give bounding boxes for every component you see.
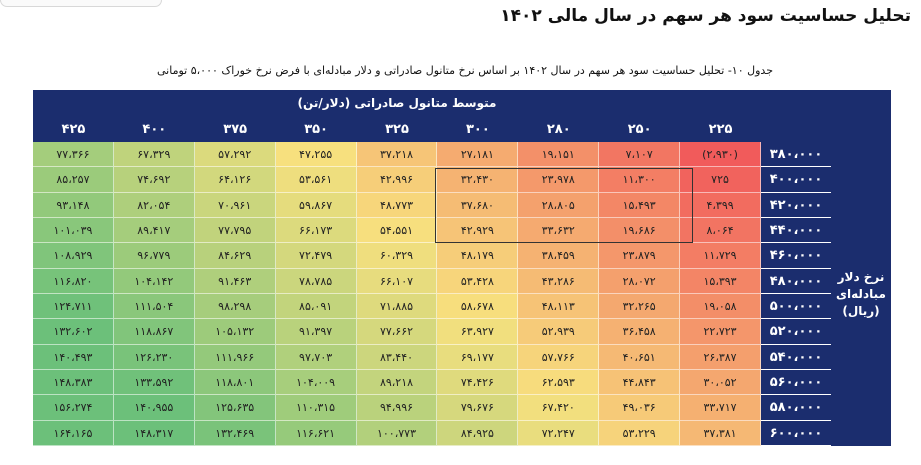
- table-cell: ۷۹،۶۷۶: [437, 395, 518, 420]
- table-cell: ۱۳۲،۴۶۹: [195, 421, 276, 446]
- table-cell: ۱۰۸،۹۲۹: [33, 243, 114, 268]
- table-cell: ۲۸،۸۰۵: [518, 193, 599, 218]
- table-cell: ۷۲۵: [680, 167, 761, 192]
- table-cell: ۲۶،۳۸۷: [680, 345, 761, 370]
- table-cell: ۸۵،۰۹۱: [276, 294, 357, 319]
- row-header: ۴۸۰،۰۰۰: [761, 269, 831, 294]
- table-cell: ۴۹،۰۳۶: [599, 395, 680, 420]
- table-cell: ۶۶،۱۷۳: [276, 218, 357, 243]
- table-cell: ۹۱،۳۹۷: [276, 319, 357, 344]
- table-cell: ۱۵،۳۹۳: [680, 269, 761, 294]
- table-cell: ۱۴۸،۳۱۷: [114, 421, 195, 446]
- table-cell: ۹۱،۴۶۳: [195, 269, 276, 294]
- table-cell: ۲۸،۰۷۲: [599, 269, 680, 294]
- table-cell: ۲۳،۹۷۸: [518, 167, 599, 192]
- column-header: ۲۸۰: [546, 122, 571, 137]
- table-cell: ۱۲۵،۶۳۵: [195, 395, 276, 420]
- table-cell: ۸۳،۴۴۰: [357, 345, 438, 370]
- table-cell: ۷۴،۴۲۶: [437, 370, 518, 395]
- table-cell: ۶۳،۹۲۷: [437, 319, 518, 344]
- table-cell: ۲۲،۷۲۳: [680, 319, 761, 344]
- table-cell: ۶۷،۴۲۰: [518, 395, 599, 420]
- table-cell: ۷۰،۹۶۱: [195, 193, 276, 218]
- table-cell: ۱۴۰،۹۵۵: [114, 395, 195, 420]
- table-cell: ۱۰۰،۷۷۳: [357, 421, 438, 446]
- table-cell: ۵۹،۸۶۷: [276, 193, 357, 218]
- column-header: ۳۵۰: [304, 122, 328, 137]
- column-header-row: [33, 117, 891, 142]
- table-cell: ۱۴۰،۴۹۳: [33, 345, 114, 370]
- table-cell: ۴۰،۶۵۱: [599, 345, 680, 370]
- table-cell: ۸۹،۴۱۷: [114, 218, 195, 243]
- sensitivity-table: [33, 90, 891, 446]
- table-cell: ۱۴۸،۳۸۳: [33, 370, 114, 395]
- row-header: ۵۴۰،۰۰۰: [761, 345, 831, 370]
- table-cell: ۳۳،۷۱۷: [680, 395, 761, 420]
- row-group-header: [831, 142, 891, 446]
- column-header: ۳۲۵: [385, 122, 409, 137]
- table-cell: ۱۹،۱۵۱: [518, 142, 599, 167]
- table-cell: ۱۱۶،۶۲۱: [276, 421, 357, 446]
- table-cell: ۱۹،۰۵۸: [680, 294, 761, 319]
- table-cell: ۶۷،۳۲۹: [114, 142, 195, 167]
- table-cell: ۱۲۴،۷۱۱: [33, 294, 114, 319]
- table-cell: ۵۳،۴۲۸: [437, 269, 518, 294]
- table-cell: ۱۰۵،۱۳۲: [195, 319, 276, 344]
- row-header: ۴۶۰،۰۰۰: [761, 243, 831, 268]
- table-cell: ۱۱۸،۸۰۱: [195, 370, 276, 395]
- table-cell: ۳۶،۴۵۸: [599, 319, 680, 344]
- table-cell: ۴۸،۱۷۹: [437, 243, 518, 268]
- table-cell: ۱۳۲،۶۰۲: [33, 319, 114, 344]
- table-cell: ۲۷،۱۸۱: [437, 142, 518, 167]
- table-cell: ۸۵،۲۵۷: [33, 167, 114, 192]
- table-cell: ۱۰۴،۱۴۲: [114, 269, 195, 294]
- table-cell: ۳۷،۶۸۰: [437, 193, 518, 218]
- table-cell: ۵۷،۷۶۶: [518, 345, 599, 370]
- table-cell: (۲،۹۳۰): [680, 142, 761, 167]
- column-group-header: [33, 90, 891, 117]
- table-cell: ۱۲۶،۲۳۰: [114, 345, 195, 370]
- table-cell: ۹۶،۷۷۹: [114, 243, 195, 268]
- table-cell: ۸،۰۶۴: [680, 218, 761, 243]
- row-header: ۴۴۰،۰۰۰: [761, 218, 831, 243]
- table-cell: ۴۲،۹۹۶: [357, 167, 438, 192]
- row-header: ۶۰۰،۰۰۰: [761, 421, 831, 446]
- table-cell: ۳۳،۶۳۲: [518, 218, 599, 243]
- table-cell: ۱۰۱،۰۳۹: [33, 218, 114, 243]
- table-cell: ۷۷،۳۶۶: [33, 142, 114, 167]
- row-header: ۴۲۰،۰۰۰: [761, 193, 831, 218]
- table-cell: ۸۴،۹۲۵: [437, 421, 518, 446]
- table-cell: ۳۲،۲۶۵: [599, 294, 680, 319]
- row-header: ۴۰۰،۰۰۰: [761, 167, 831, 192]
- table-cell: ۱۰۴،۰۰۹: [276, 370, 357, 395]
- table-cell: ۱۱،۷۲۹: [680, 243, 761, 268]
- row-header: ۵۶۰،۰۰۰: [761, 370, 831, 395]
- table-cell: ۷۲،۲۴۷: [518, 421, 599, 446]
- page-title: تحلیل حساسیت سود هر سهم در سال مالی ۱۴۰۲: [500, 6, 911, 26]
- column-header: ۳۷۵: [223, 122, 248, 137]
- table-cell: ۹۸،۲۹۸: [195, 294, 276, 319]
- table-cell: ۳۲،۴۳۰: [437, 167, 518, 192]
- table-cell: ۴۳،۲۸۶: [518, 269, 599, 294]
- table-cell: ۴۲،۹۲۹: [437, 218, 518, 243]
- table-cell: ۳۷،۲۱۸: [357, 142, 438, 167]
- table-cell: ۳۸،۴۵۹: [518, 243, 599, 268]
- column-header: ۲۵۰: [627, 122, 652, 137]
- table-cell: ۷۷،۶۶۲: [357, 319, 438, 344]
- table-cell: ۵۳،۵۶۱: [276, 167, 357, 192]
- table-cell: ۷۸،۷۸۵: [276, 269, 357, 294]
- table-cell: ۷۷،۷۹۵: [195, 218, 276, 243]
- table-cell: ۸۹،۲۱۸: [357, 370, 438, 395]
- table-cell: ۶۹،۱۷۷: [437, 345, 518, 370]
- table-cell: ۵۲،۹۳۹: [518, 319, 599, 344]
- table-cell: ۱۵۶،۲۷۴: [33, 395, 114, 420]
- table-cell: ۱۱۱،۵۰۴: [114, 294, 195, 319]
- table-cell: ۸۲،۰۵۴: [114, 193, 195, 218]
- table-cell: ۵۸،۶۷۸: [437, 294, 518, 319]
- row-header: ۵۸۰،۰۰۰: [761, 395, 831, 420]
- column-header: ۴۲۵: [61, 122, 86, 137]
- top-decoration: [0, 0, 162, 7]
- table-cell: ۶۲،۵۹۳: [518, 370, 599, 395]
- table-cell: ۹۳،۱۴۸: [33, 193, 114, 218]
- row-header: ۵۲۰،۰۰۰: [761, 319, 831, 344]
- table-cell: ۱۱۱،۹۶۶: [195, 345, 276, 370]
- table-cell: ۹۷،۷۰۳: [276, 345, 357, 370]
- table-cell: ۳۰،۰۵۲: [680, 370, 761, 395]
- table-caption: جدول ۱۰- تحلیل حساسیت سود هر سهم در سال ۱۴۰۲ بر اساس نرخ متانول صادراتی و دلار مبادله‌ای با فرض نرخ خوراک ۵،۰۰۰ تومانی: [157, 64, 773, 77]
- table-cell: ۹۴،۹۹۶: [357, 395, 438, 420]
- table-cell: ۵۳،۲۲۹: [599, 421, 680, 446]
- table-cell: ۶۰،۳۲۹: [357, 243, 438, 268]
- table-cell: ۸۴،۶۲۹: [195, 243, 276, 268]
- table-cell: ۷۱،۸۸۵: [357, 294, 438, 319]
- table-cell: ۷۴،۶۹۲: [114, 167, 195, 192]
- table-cell: ۲۳،۸۷۹: [599, 243, 680, 268]
- table-cell: ۱۹،۶۸۶: [599, 218, 680, 243]
- table-cell: ۵۴،۵۵۱: [357, 218, 438, 243]
- table-cell: ۴،۳۹۹: [680, 193, 761, 218]
- table-cell: ۱۱۶،۸۲۰: [33, 269, 114, 294]
- table-cell: ۶۴،۱۲۶: [195, 167, 276, 192]
- column-header: ۴۰۰: [142, 122, 167, 137]
- table-cell: ۱۳۳،۵۹۲: [114, 370, 195, 395]
- row-group-title: نرخ دلار مبادله‌ای (ریال): [836, 269, 886, 318]
- table-cell: ۵۷،۲۹۲: [195, 142, 276, 167]
- table-cell: ۳۷،۳۸۱: [680, 421, 761, 446]
- row-header: ۳۸۰،۰۰۰: [761, 142, 831, 167]
- table-cell: ۱۱،۳۰۰: [599, 167, 680, 192]
- column-header: ۳۰۰: [465, 122, 490, 137]
- column-group-title: متوسط متانول صادراتی (دلار/تن): [297, 96, 497, 110]
- table-cell: ۷،۱۰۷: [599, 142, 680, 167]
- table-cell: ۴۸،۱۱۳: [518, 294, 599, 319]
- column-header: ۲۲۵: [708, 122, 733, 137]
- table-cell: ۷۲،۴۷۹: [276, 243, 357, 268]
- table-cell: ۶۶،۱۰۷: [357, 269, 438, 294]
- table-cell: ۱۵،۴۹۳: [599, 193, 680, 218]
- table-cell: ۱۶۴،۱۶۵: [33, 421, 114, 446]
- table-cell: ۴۴،۸۴۳: [599, 370, 680, 395]
- table-cell: ۱۱۸،۸۶۷: [114, 319, 195, 344]
- row-header: ۵۰۰،۰۰۰: [761, 294, 831, 319]
- table-cell: ۱۱۰،۳۱۵: [276, 395, 357, 420]
- table-cell: ۴۸،۷۷۳: [357, 193, 438, 218]
- table-cell: ۴۷،۲۵۵: [276, 142, 357, 167]
